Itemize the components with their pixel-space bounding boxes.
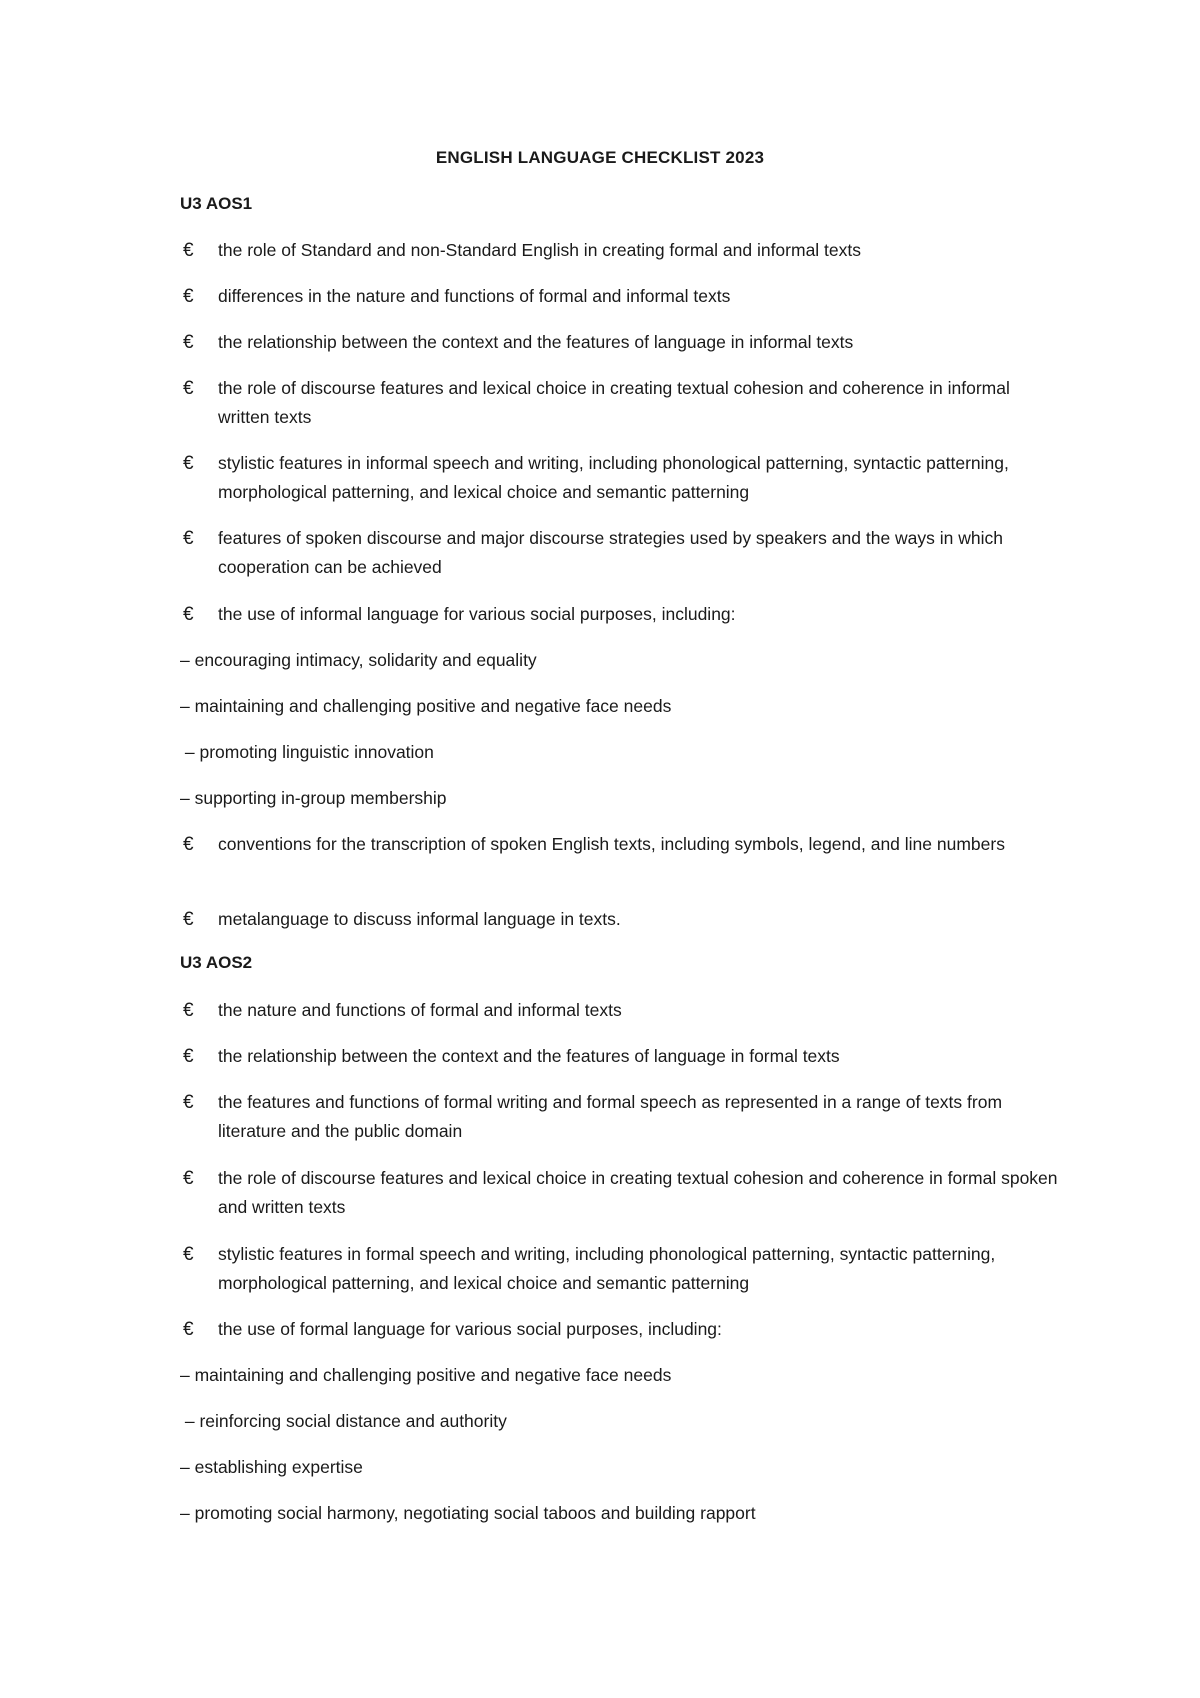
list-item: [183, 524, 1063, 582]
document-title: ENGLISH LANGUAGE CHECKLIST 2023: [435, 148, 765, 167]
euro-bullet-icon: €: [183, 528, 194, 549]
euro-bullet-icon: €: [183, 1000, 194, 1021]
list-item-text: the use of informal language for various social purposes, including:: [218, 604, 736, 624]
euro-bullet-icon: €: [183, 1092, 194, 1113]
list-item: [183, 1315, 1063, 1344]
list-item-text: features of spoken discourse and major discourse strategies used by speakers and the ways in which cooperation can be achieved: [218, 528, 1004, 577]
list-item-text: differences in the nature and functions of formal and informal texts: [218, 286, 731, 306]
list-item-text: the role of discourse features and lexical choice in creating textual cohesion and coherence in informal written texts: [218, 378, 1010, 427]
list-item: [183, 1164, 1063, 1222]
euro-bullet-icon: €: [183, 604, 194, 625]
list-item-text: metalanguage to discuss informal language in texts.: [218, 909, 621, 929]
euro-bullet-icon: €: [183, 332, 194, 353]
section-heading-u3-aos1: U3 AOS1: [180, 194, 253, 213]
euro-bullet-icon: €: [183, 1168, 194, 1189]
euro-bullet-icon: €: [183, 240, 194, 261]
sub-list-item: – maintaining and challenging positive and negative face needs: [180, 696, 672, 716]
section-heading-u3-aos2: U3 AOS2: [180, 953, 253, 972]
euro-bullet-icon: €: [183, 286, 194, 307]
list-item: [183, 1042, 1063, 1071]
list-item: [183, 996, 1063, 1025]
list-item: [183, 236, 1063, 265]
sub-list-item: – promoting linguistic innovation: [180, 742, 434, 762]
euro-bullet-icon: €: [183, 378, 194, 399]
sub-list-item: – promoting social harmony, negotiating social taboos and building rapport: [180, 1503, 756, 1523]
list-item-text: the nature and functions of formal and informal texts: [218, 1000, 622, 1020]
sub-list-item: – establishing expertise: [180, 1457, 363, 1477]
sub-list-item: – reinforcing social distance and authority: [180, 1411, 507, 1431]
list-item: [183, 905, 1063, 934]
euro-bullet-icon: €: [183, 1244, 194, 1265]
list-item: [183, 328, 1063, 357]
euro-bullet-icon: €: [183, 1046, 194, 1067]
list-item: [183, 449, 1063, 507]
list-item-text: the relationship between the context and the features of language in informal texts: [218, 332, 854, 352]
list-item: [183, 1088, 1063, 1146]
sub-list-item: – encouraging intimacy, solidarity and equality: [180, 650, 537, 670]
list-item: [183, 830, 1063, 859]
list-item-text: the role of Standard and non-Standard English in creating formal and informal texts: [218, 240, 862, 260]
euro-bullet-icon: €: [183, 1319, 194, 1340]
sub-list-item: – maintaining and challenging positive and negative face needs: [180, 1365, 672, 1385]
euro-bullet-icon: €: [183, 453, 194, 474]
list-item: [183, 374, 1063, 432]
list-item-text: the relationship between the context and the features of language in formal texts: [218, 1046, 840, 1066]
list-item-text: stylistic features in formal speech and writing, including phonological patterning, syntactic patterning, morphological patterning, and lexical choice and semantic patterning: [218, 1244, 996, 1293]
list-item-text: stylistic features in informal speech and writing, including phonological patterning, syntactic patterning, morphological patterning, and lexical choice and semantic patterning: [218, 453, 1009, 502]
list-item: [183, 600, 1063, 629]
euro-bullet-icon: €: [183, 834, 194, 855]
sub-list-item: – supporting in-group membership: [180, 788, 447, 808]
list-item-text: the role of discourse features and lexical choice in creating textual cohesion and coherence in formal spoken and written texts: [218, 1168, 1058, 1217]
list-item-text: the features and functions of formal writing and formal speech as represented in a range of texts from literature and the public domain: [218, 1092, 1003, 1141]
list-item: [183, 282, 1063, 311]
list-item: [183, 1240, 1063, 1298]
euro-bullet-icon: €: [183, 909, 194, 930]
list-item-text: the use of formal language for various social purposes, including:: [218, 1319, 722, 1339]
list-item-text: conventions for the transcription of spoken English texts, including symbols, legend, and line numbers: [218, 834, 1005, 854]
